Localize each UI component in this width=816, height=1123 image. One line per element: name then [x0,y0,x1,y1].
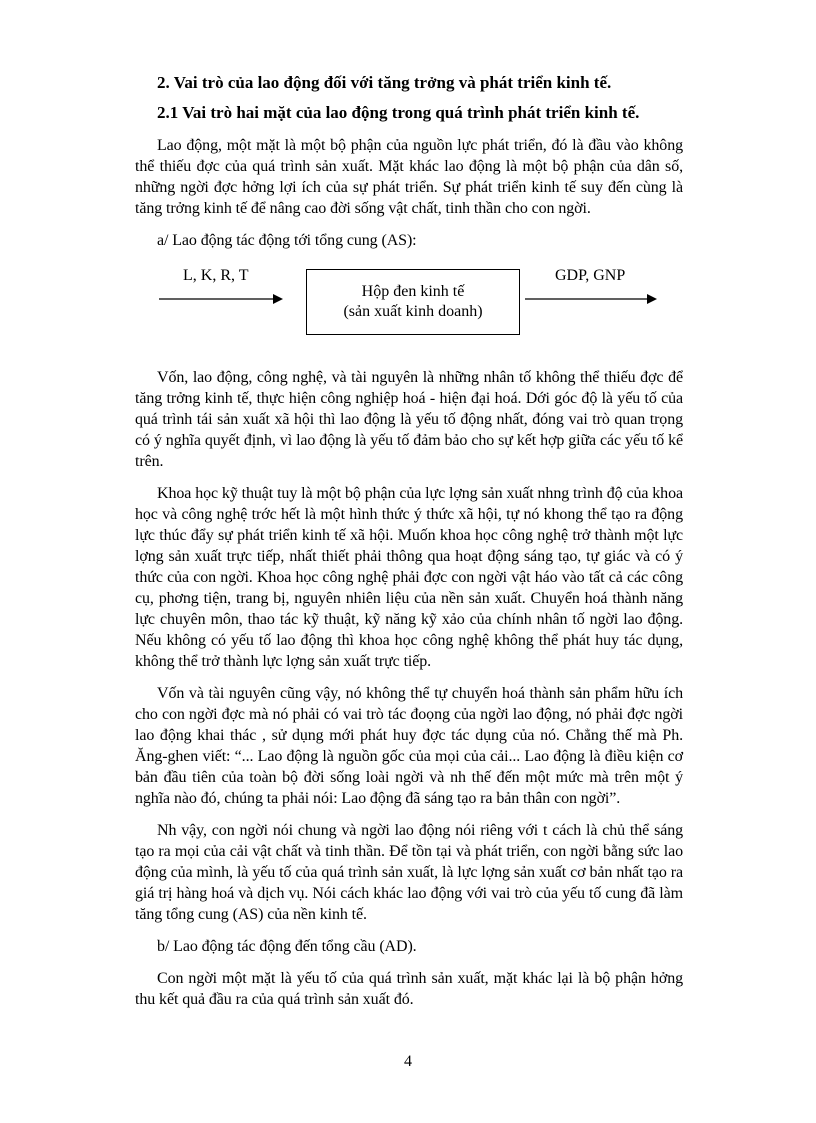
paragraph-1: Lao động, một mặt là một bộ phận của nguồn lực phát triển, đó là đầu vào không thể thiếu đợc của quá trình sản xuất. Mặt khác lao động là một bộ phận của dân số, những ngời đợc hởng lợi ích của sự phát triển. Sự phát triển kinh tế suy đến cùng là tăng trởng kinh tế để nâng cao đời sống vật chất, tinh thần cho con ngời. [135,137,683,217]
subsection-heading: 2.1 Vai trò hai mặt của lao động trong quá trình phát triển kinh tế. [157,103,640,122]
subheading-b: b/ Lao động tác động đến tổng cầu (AD). [157,938,417,955]
input-arrow-icon [159,293,283,305]
paragraph-2: Vốn, lao động, công nghệ, và tài nguyên là những nhân tố không thể thiếu đợc để tăng trởng kinh tế, thực hiện công nghiệp hoá - hiện đại hoá. Dới góc độ là yếu tố của quá trình tái sản xuất xã hội thì lao động là yếu tố động nhất, đóng vai trò quan trọng có ý nghĩa quyết định, vì lao động là yếu tố đảm bảo cho sự kết hợp giữa các yếu tố kể trên. [135,369,683,470]
blackbox-title: Hộp đen kinh tế [361,283,465,300]
paragraph-3: Khoa học kỹ thuật tuy là một bộ phận của lực lợng sản xuất nhng trình độ của khoa học và công nghệ trớc hết là một hình thức ý thức xã hội, tự nó khong thể tạo ra động lực thúc đẩy sự phát triển kinh tế xã hội. Muốn khoa học công nghệ trở thành một lực lợng sản xuất trực tiếp, nhất thiết phải thông qua hoạt động sáng tạo, tự giác và có ý thức của con ngời. Khoa học công nghệ phải đợc con ngời vật háo vào tất cả các công cụ, phơng tiện, trang bị, nguyên nhiên liệu của nền sản xuất. Chuyển hoá thành năng lực chuyên môn, thao tác kỹ thuật, kỹ năng kỹ xảo của chính nhân tố ngời lao động. Nếu không có yếu tố lao động thì khoa học công nghệ không thể phát huy tác dụng, không thể trở thành lực lợng sản xuất trực tiếp. [135,485,683,670]
paragraph-4: Vốn và tài nguyên cũng vậy, nó không thể tự chuyển hoá thành sản phẩm hữu ích cho con ngời đợc mà nó phải có vai trò tác đoọng của ngời lao động, nó phải đợc ngời lao động khai thác , sử dụng mới phát huy đợc tác dụng của nó. Chẳng thế mà Ph. Ăng-ghen viết: “... Lao động là nguồn gốc của mọi của cải... Lao động là điều kiện cơ bản đầu tiên của toàn bộ đời sống loài ngời và nh thế đến một mức mà trên một ý nghĩa nào đó, chúng ta phải nói: Lao động đã sáng tạo ra bản thân con ngời”. [135,685,683,807]
diagram-input-label: L, K, R, T [183,267,249,284]
diagram-output-label: GDP, GNP [555,267,626,284]
page-number: 4 [404,1053,412,1070]
paragraph-5: Nh vậy, con ngời nói chung và ngời lao động nói riêng với t cách là chủ thể sáng tạo ra mọi của cải vật chất và tinh thần. Để tồn tại và phát triển, con ngời bằng sức lao động của mình, là yếu tố của quá trình sản xuất, là lực lợng sản xuất cơ bản nhất tạo ra giá trị hàng hoá và dịch vụ. Nói cách khác lao động với vai trò của yếu tố cung đã làm tăng tổng cung (AS) của nền kinh tế. [135,822,683,923]
document-page [135,72,683,1021]
economic-blackbox-diagram [135,259,683,355]
output-arrow-icon [525,293,657,305]
blackbox-subtitle: (sản xuất kinh doanh) [343,303,483,320]
paragraph-6: Con ngời một mặt là yếu tố của quá trình sản xuất, mặt khác lại là bộ phận hởng thu kết quả đầu ra của quá trình sản xuất đó. [135,970,683,1008]
blackbox-box [306,269,520,335]
subheading-a: a/ Lao động tác động tới tổng cung (AS): [157,232,417,249]
section-heading: 2. Vai trò của lao động đối với tăng trởng và phát triển kinh tế. [157,73,612,92]
